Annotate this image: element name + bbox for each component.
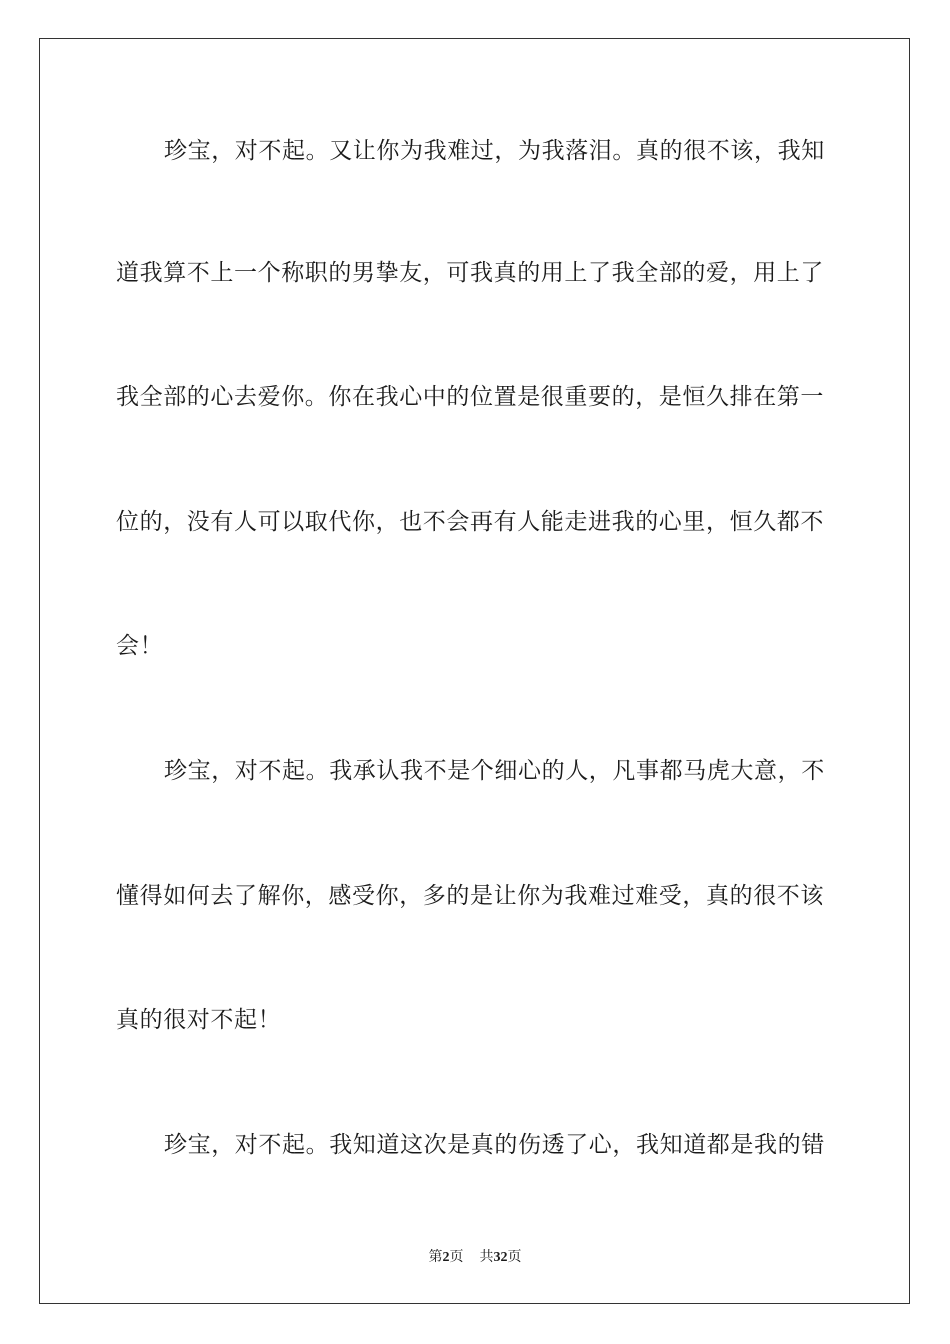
page-footer	[0, 1246, 950, 1266]
text-line-1: 珍宝，对不起。又让你为我难过，为我落泪。真的很不该，我知	[164, 138, 825, 164]
text-line-7: 懂得如何去了解你，感受你，多的是让你为我难过难受，真的很不该	[116, 883, 824, 909]
text-line-2: 道我算不上一个称职的男挚友，可我真的用上了我全部的爱，用上了	[116, 260, 824, 286]
total-prefix: 共	[479, 1249, 494, 1265]
text-line-5: 会！	[116, 633, 164, 659]
page-number: 2	[442, 1250, 450, 1265]
text-line-3: 我全部的心去爱你。你在我心中的位置是很重要的，是恒久排在第一	[116, 384, 824, 410]
text-line-9: 珍宝，对不起。我知道这次是真的伤透了心，我知道都是我的错	[164, 1132, 825, 1158]
page-frame	[39, 38, 910, 1304]
total-suffix: 页	[507, 1249, 522, 1265]
page-prefix: 第	[428, 1249, 443, 1265]
total-pages: 32	[493, 1250, 508, 1265]
text-line-4: 位的，没有人可以取代你，也不会再有人能走进我的心里，恒久都不	[116, 509, 824, 535]
page-suffix: 页	[449, 1249, 464, 1265]
text-line-8: 真的很对不起！	[116, 1007, 282, 1033]
text-line-6: 珍宝，对不起。我承认我不是个细心的人，凡事都马虎大意，不	[164, 758, 825, 784]
